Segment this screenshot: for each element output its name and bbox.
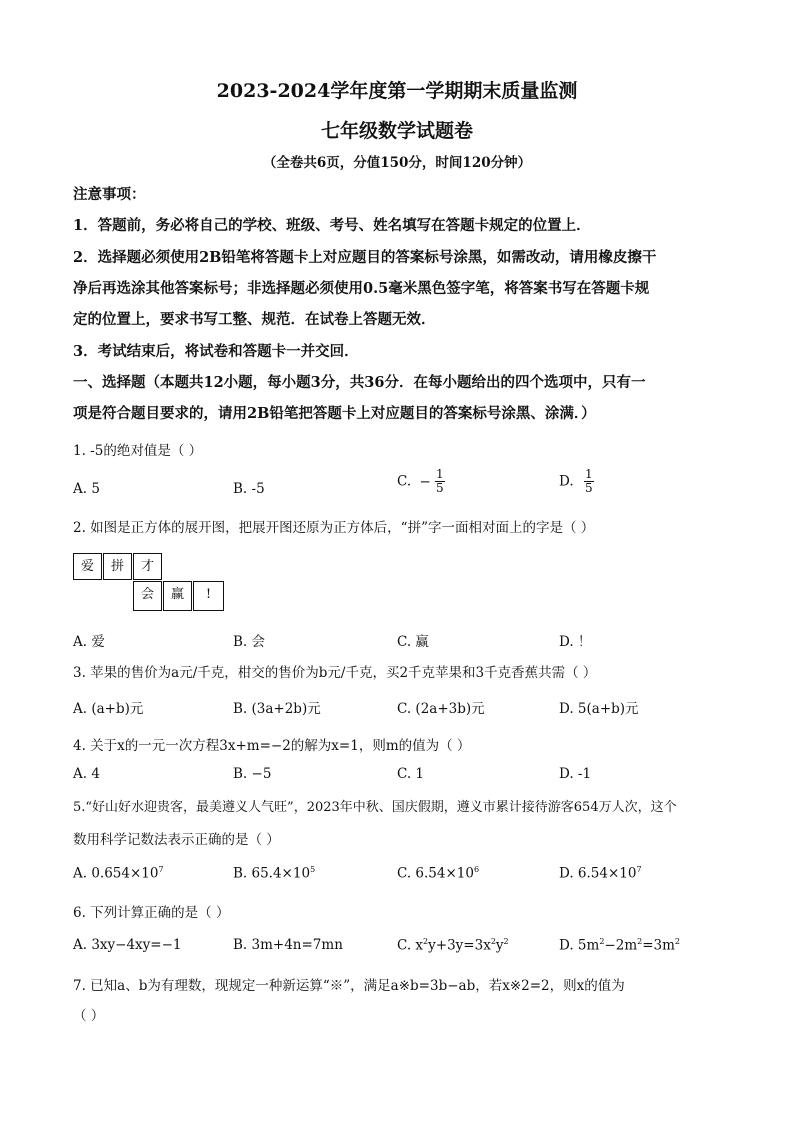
note-2-line-2: 净后再选涂其他答案标号；非选择题必须使用0.5毫米黑色签字笔，将答案书写在答题卡规 bbox=[73, 280, 650, 297]
q2-option-d: D. ！ bbox=[559, 634, 592, 650]
q3-stem: 3. 苹果的售价为a元/千克，柑交的售价为b元/千克，买2千克苹果和3千克香蕉共需（ ） bbox=[73, 665, 597, 681]
q1-option-d-label: D. bbox=[559, 473, 574, 490]
note-2-line-3: 定的位置上，要求书写工整、规范．在试卷上答题无效． bbox=[73, 311, 436, 328]
q1-option-c-numerator: 1 bbox=[436, 467, 444, 481]
q6-option-c bbox=[397, 937, 509, 954]
q1-option-c-sign: − bbox=[419, 473, 431, 490]
q4-option-a: A. 4 bbox=[73, 766, 100, 782]
exam-subtitle: 七年级数学试题卷 bbox=[320, 120, 473, 142]
q1-option-c-denominator: 5 bbox=[436, 481, 444, 495]
q6-option-a: A. 3xy−4xy=−1 bbox=[73, 937, 182, 953]
note-3: 3．考试结束后，将试卷和答题卡一并交回． bbox=[73, 343, 359, 360]
q1-option-c-label: C. bbox=[397, 473, 412, 490]
q4-option-b: B. −5 bbox=[233, 766, 272, 782]
exam-info: （全卷共6页，分值150分，时间120分钟） bbox=[262, 155, 532, 171]
q3-option-a: A. (a+b)元 bbox=[73, 701, 144, 717]
notes-heading: 注意事项： bbox=[73, 186, 146, 203]
q1-option-c bbox=[397, 468, 445, 495]
exam-title: 2023-2024学年度第一学期期末质量监测 bbox=[216, 80, 578, 102]
q5-option-a-base: A. 0.654×10 bbox=[73, 865, 159, 882]
q5-option-d bbox=[559, 865, 642, 882]
note-1: 1．答题前，务必将自己的学校、班级、考号、姓名填写在答题卡规定的位置上． bbox=[73, 217, 591, 234]
q5-stem-line-2: 数用科学记数法表示正确的是（ ） bbox=[73, 832, 280, 848]
q6-stem: 6. 下列计算正确的是（ ） bbox=[73, 905, 230, 921]
q6-option-c-exp-2: 2 bbox=[490, 937, 496, 946]
q5-option-b bbox=[233, 865, 315, 882]
q6-option-d-exp-3: 2 bbox=[674, 937, 681, 946]
q5-option-c-base: C. 6.54×10 bbox=[397, 865, 474, 882]
q4-option-c: C. 1 bbox=[397, 766, 425, 782]
q5-option-c-exp: 6 bbox=[473, 865, 480, 874]
q3-option-d: D. 5(a+b)元 bbox=[559, 701, 639, 717]
q5-option-a bbox=[73, 865, 164, 882]
q1-option-d bbox=[559, 468, 594, 495]
q5-option-c bbox=[397, 865, 479, 882]
q2-option-b: B. 会 bbox=[233, 634, 266, 650]
net-cell-6: ! bbox=[193, 581, 224, 611]
q2-option-c: C. 赢 bbox=[397, 634, 429, 650]
q1-stem: 1. -5的绝对值是（ ） bbox=[73, 443, 203, 459]
net-cell-4: 会 bbox=[133, 581, 162, 611]
q2-option-a: A. 爱 bbox=[73, 634, 105, 650]
section-1-instructions-line-2: 项是符合题目要求的，请用2B铅笔把答题卡上对应题目的答案标号涂黑、涂满．） bbox=[73, 405, 596, 422]
q6-option-d-exp-2: 2 bbox=[637, 937, 643, 946]
q6-option-c-part-3: y bbox=[495, 937, 504, 954]
q6-option-c-exp-1: 2 bbox=[423, 937, 429, 946]
q6-option-d-part-2: −2m bbox=[604, 937, 638, 954]
q5-option-b-base: B. 65.4×10 bbox=[233, 865, 311, 882]
q6-option-c-part-2: y+3y=3x bbox=[428, 937, 491, 954]
q5-option-a-exp: 7 bbox=[158, 865, 164, 874]
q6-option-d-part-1: D. 5m bbox=[559, 937, 600, 954]
q2-stem: 2. 如图是正方体的展开图，把展开图还原为正方体后，“拼”字一面相对面上的字是（ ） bbox=[73, 520, 595, 536]
q1-option-d-denominator: 5 bbox=[584, 481, 593, 495]
q1-option-c-fraction bbox=[435, 468, 445, 495]
net-cell-5: 赢 bbox=[163, 581, 192, 611]
q4-option-d: D. -1 bbox=[559, 766, 592, 782]
section-1-instructions-line-1: 一、选择题（本题共12小题，每小题3分，共36分．在每小题给出的四个选项中，只有一 bbox=[73, 374, 646, 391]
q1-option-a: A. 5 bbox=[73, 481, 100, 497]
q6-option-c-part-1: C. x bbox=[397, 937, 424, 954]
q5-option-d-base: D. 6.54×10 bbox=[559, 865, 637, 882]
net-cell-1: 爱 bbox=[73, 553, 102, 580]
q1-option-d-numerator: 1 bbox=[584, 467, 593, 481]
q3-option-b: B. (3a+2b)元 bbox=[233, 701, 321, 717]
q1-option-d-fraction bbox=[584, 468, 594, 495]
net-cell-3: 才 bbox=[133, 553, 162, 580]
note-2-line-1: 2．选择题必须使用2B铅笔将答题卡上对应题目的答案标号涂黑，如需改动，请用橡皮擦干 bbox=[73, 249, 657, 266]
q1-option-b: B. -5 bbox=[233, 481, 265, 497]
q6-option-d-part-3: =3m bbox=[642, 937, 675, 954]
q3-option-c: C. (2a+3b)元 bbox=[397, 701, 485, 717]
q4-stem: 4. 关于x的一元一次方程3x+m=−2的解为x=1，则m的值为（ ） bbox=[73, 738, 471, 754]
q6-option-d-exp-1: 2 bbox=[599, 937, 605, 946]
q5-stem-line-1: 5.“好山好水迎贵客，最美遵义人气旺”，2023年中秋、国庆假期，遵义市累计接待游客654万人次，这个 bbox=[73, 800, 677, 815]
q5-option-b-exp: 5 bbox=[310, 865, 316, 874]
q6-option-c-exp-3: 2 bbox=[503, 937, 509, 946]
q7-stem-line-2: （ ） bbox=[73, 1008, 105, 1024]
cube-net-figure bbox=[73, 553, 224, 611]
net-cell-2: 拼 bbox=[103, 553, 132, 580]
q6-option-b: B. 3m+4n=7mn bbox=[233, 937, 343, 953]
q7-stem-line-1: 7. 已知a、b为有理数，现规定一种新运算“※”，满足a※b=3b−ab，若x※2=2，则x的值为 bbox=[73, 978, 625, 994]
q5-option-d-exp: 7 bbox=[636, 865, 642, 874]
q6-option-d bbox=[559, 937, 680, 954]
